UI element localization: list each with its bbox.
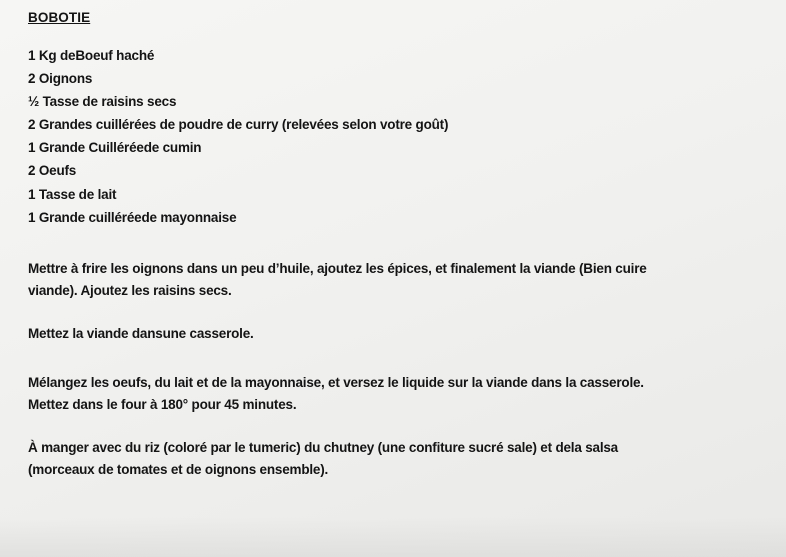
ingredient-item: 1 Grande cuilléréede mayonnaise: [28, 209, 237, 225]
instruction-step: [28, 323, 254, 345]
instruction-line: À manger avec du riz (coloré par le tumeric) du chutney (une confiture sucré sale) et dela salsa: [28, 440, 618, 455]
instruction-line: (morceaux de tomates et de oignons ensemble).: [28, 462, 329, 477]
ingredient-item: 2 Oeufs: [28, 163, 77, 179]
instruction-line: Mettez dans le four à 180° pour 45 minutes.: [28, 397, 297, 412]
instruction-step: [28, 258, 647, 302]
ingredient-item: ½ Tasse de raisins secs: [28, 94, 177, 110]
instruction-line: Mettre à frire les oignons dans un peu d’huile, ajoutez les épices, et finalement la viande (Bien cuire: [28, 261, 647, 276]
paper-shadow: [0, 517, 786, 557]
instruction-line: viande). Ajoutez les raisins secs.: [28, 283, 232, 298]
ingredient-item: 1 Grande Cuilléréede cumin: [28, 140, 202, 156]
instruction-line: Mélangez les oeufs, du lait et de la mayonnaise, et versez le liquide sur la viande dans la casserole.: [28, 375, 644, 390]
ingredient-list: [28, 44, 448, 229]
ingredient-item: 1 Tasse de lait: [28, 186, 117, 202]
instruction-line: Mettez la viande dansune casserole.: [28, 326, 254, 341]
instruction-step: [28, 372, 644, 416]
recipe-title: BOBOTIE: [28, 10, 91, 25]
ingredient-item: 1 Kg deBoeuf haché: [28, 48, 155, 63]
ingredient-item: 2 Oignons: [28, 71, 93, 87]
instruction-step: [28, 437, 618, 481]
ingredient-item: 2 Grandes cuillérées de poudre de curry (relevées selon votre goût): [28, 117, 449, 133]
